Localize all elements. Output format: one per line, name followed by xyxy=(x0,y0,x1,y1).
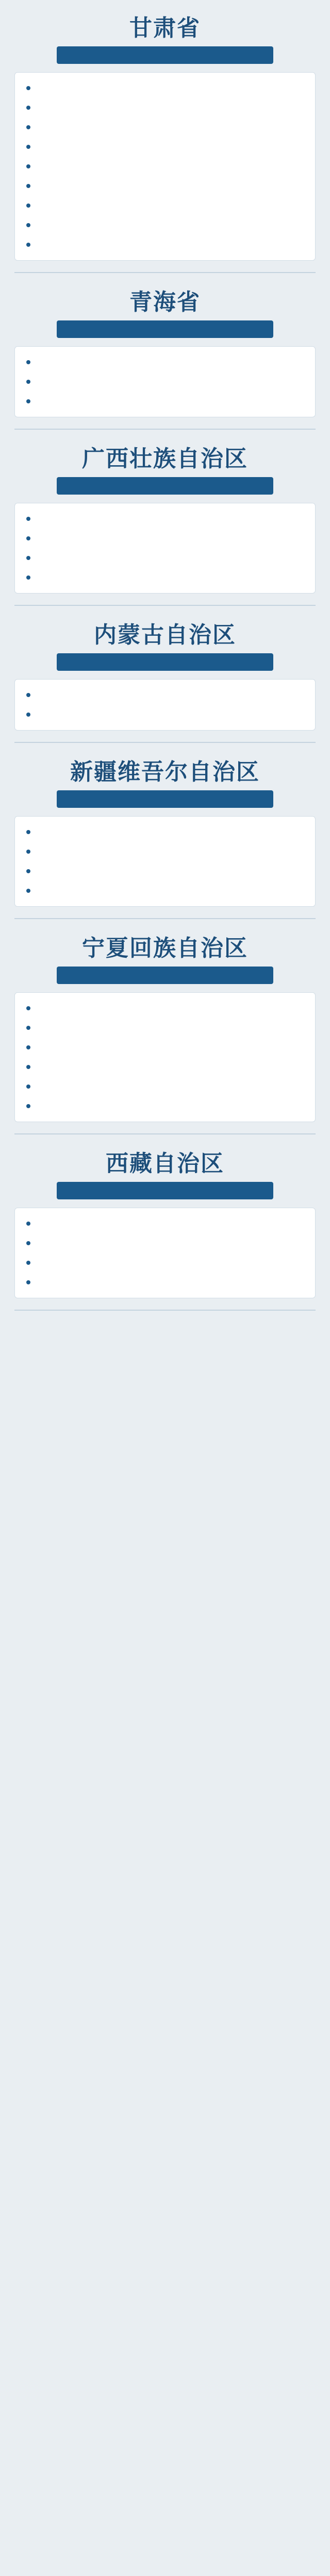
section-divider xyxy=(14,1310,316,1311)
bullet-icon xyxy=(26,1222,30,1226)
reference-document-bar xyxy=(57,46,273,64)
policy-item-text xyxy=(36,532,304,545)
policy-item xyxy=(26,1022,304,1034)
policy-item-text xyxy=(36,1100,304,1112)
policy-card xyxy=(14,679,316,731)
bullet-icon xyxy=(26,713,30,717)
section-divider xyxy=(14,605,316,606)
policy-item xyxy=(26,1237,304,1249)
region-title: 西藏自治区 xyxy=(106,1150,224,1177)
policy-item xyxy=(26,532,304,545)
policy-card xyxy=(14,1208,316,1298)
bullet-icon xyxy=(26,145,30,149)
bullet-icon xyxy=(26,106,30,110)
bullet-icon xyxy=(26,1084,30,1089)
reference-document-bar xyxy=(57,790,273,808)
policy-item xyxy=(26,708,304,721)
policy-item-text xyxy=(36,219,304,231)
reference-document-bar xyxy=(57,477,273,495)
policy-item-text xyxy=(36,845,304,858)
policy-item-text xyxy=(36,708,304,721)
policy-item-text xyxy=(36,885,304,897)
bullet-icon xyxy=(26,556,30,560)
policy-item-text xyxy=(36,513,304,525)
bullet-icon xyxy=(26,184,30,188)
policy-item-text xyxy=(36,356,304,368)
closing-line xyxy=(14,1343,316,1358)
reference-document-bar xyxy=(57,653,273,671)
region-title: 青海省 xyxy=(129,289,201,315)
section-divider xyxy=(14,272,316,273)
policy-item xyxy=(26,121,304,133)
policy-item-text xyxy=(36,1257,304,1269)
policy-item-text xyxy=(36,376,304,388)
bullet-icon xyxy=(26,204,30,208)
policy-item xyxy=(26,1257,304,1269)
bullet-icon xyxy=(26,830,30,834)
bullet-icon xyxy=(26,1261,30,1265)
bullet-icon xyxy=(26,1241,30,1245)
region-section xyxy=(0,284,330,417)
policy-item-text xyxy=(36,552,304,564)
bullet-icon xyxy=(26,164,30,168)
policy-card xyxy=(14,816,316,907)
policy-item-text xyxy=(36,121,304,133)
reference-document-bar xyxy=(57,967,273,984)
policy-item xyxy=(26,845,304,858)
region-section xyxy=(0,10,330,261)
policy-item-text xyxy=(36,865,304,877)
policy-item xyxy=(26,552,304,564)
policy-item xyxy=(26,1217,304,1230)
policy-item-text xyxy=(36,1061,304,1073)
bullet-icon xyxy=(26,850,30,854)
policy-item xyxy=(26,1100,304,1112)
bullet-icon xyxy=(26,517,30,521)
bullet-icon xyxy=(26,1104,30,1108)
region-title: 甘肃省 xyxy=(129,15,201,41)
policy-item-text xyxy=(36,1276,304,1289)
policy-item xyxy=(26,1080,304,1093)
policy-card xyxy=(14,503,316,594)
bullet-icon xyxy=(26,889,30,893)
bullet-icon xyxy=(26,536,30,540)
policy-item-text xyxy=(36,180,304,192)
bullet-icon xyxy=(26,223,30,227)
policy-item xyxy=(26,160,304,173)
region-title: 宁夏回族自治区 xyxy=(82,935,248,961)
bullet-icon xyxy=(26,1280,30,1284)
closing-line xyxy=(14,1358,316,1374)
region-section xyxy=(0,617,330,731)
section-divider xyxy=(14,1133,316,1134)
bullet-icon xyxy=(26,380,30,384)
bullet-icon xyxy=(26,360,30,364)
policy-card xyxy=(14,992,316,1122)
policy-item-text xyxy=(36,689,304,701)
policy-item xyxy=(26,513,304,525)
policy-item xyxy=(26,199,304,212)
policy-item-text xyxy=(36,1237,304,1249)
bullet-icon xyxy=(26,86,30,90)
policy-card xyxy=(14,346,316,417)
policy-item-text xyxy=(36,395,304,408)
policy-card xyxy=(14,72,316,261)
policy-item-text xyxy=(36,1080,304,1093)
bullet-icon xyxy=(26,1006,30,1010)
policy-item xyxy=(26,219,304,231)
bullet-icon xyxy=(26,399,30,403)
policy-item xyxy=(26,689,304,701)
policy-item xyxy=(26,180,304,192)
section-divider xyxy=(14,918,316,919)
bullet-icon xyxy=(26,575,30,580)
section-divider xyxy=(14,742,316,743)
policy-item-text xyxy=(36,1022,304,1034)
reference-document-bar xyxy=(57,1182,273,1199)
policy-item-text xyxy=(36,101,304,114)
policy-item-text xyxy=(36,826,304,838)
bullet-icon xyxy=(26,869,30,873)
region-title: 新疆维吾尔自治区 xyxy=(70,759,260,785)
region-section xyxy=(0,441,330,594)
policy-item xyxy=(26,376,304,388)
policy-item xyxy=(26,1276,304,1289)
policy-item-text xyxy=(36,82,304,94)
closing-line xyxy=(14,1327,316,1343)
policy-item xyxy=(26,82,304,94)
policy-item xyxy=(26,571,304,584)
closing-line xyxy=(14,1374,316,1389)
policy-item-text xyxy=(36,160,304,173)
policy-item-text xyxy=(36,1002,304,1014)
policy-item xyxy=(26,239,304,251)
policy-item-text xyxy=(36,1217,304,1230)
bullet-icon xyxy=(26,243,30,247)
policy-item-text xyxy=(36,239,304,251)
region-title: 内蒙古自治区 xyxy=(94,622,236,648)
policy-item xyxy=(26,1061,304,1073)
section-divider xyxy=(14,429,316,430)
bullet-icon xyxy=(26,1026,30,1030)
policy-item xyxy=(26,1041,304,1054)
region-section xyxy=(0,1146,330,1298)
bullet-icon xyxy=(26,1065,30,1069)
region-title: 广西壮族自治区 xyxy=(82,446,248,472)
watermark-caption xyxy=(14,1398,316,1408)
policy-item xyxy=(26,885,304,897)
bullet-icon xyxy=(26,1045,30,1049)
bullet-icon xyxy=(26,693,30,697)
policy-item xyxy=(26,826,304,838)
policy-item xyxy=(26,101,304,114)
policy-item xyxy=(26,141,304,153)
policy-item-text xyxy=(36,141,304,153)
reference-document-bar xyxy=(57,320,273,338)
policy-item xyxy=(26,865,304,877)
policy-item-text xyxy=(36,1041,304,1054)
policy-item-text xyxy=(36,571,304,584)
bullet-icon xyxy=(26,125,30,129)
policy-item-text xyxy=(36,199,304,212)
policy-item xyxy=(26,395,304,408)
policy-item xyxy=(26,1002,304,1014)
policy-item xyxy=(26,356,304,368)
closing-block xyxy=(0,1322,330,1408)
region-section xyxy=(0,930,330,1122)
region-section xyxy=(0,754,330,907)
